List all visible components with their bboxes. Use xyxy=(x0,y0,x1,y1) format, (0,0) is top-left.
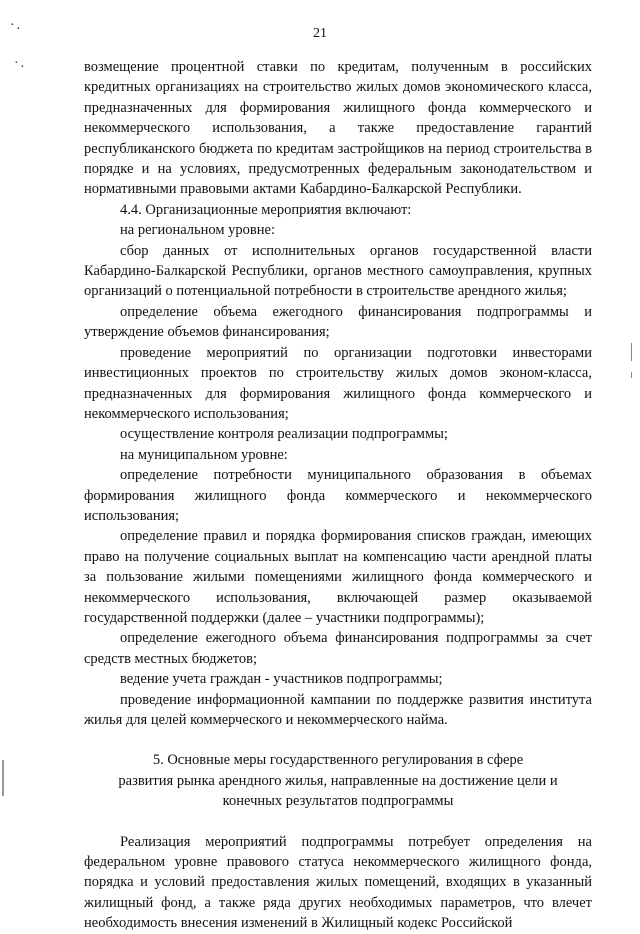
paragraph: определение объема ежегодного финансирования подпрограммы и утверждение объемов финансирования; xyxy=(84,303,592,341)
paragraph: 4.4. Организационные мероприятия включают: xyxy=(120,201,412,218)
paragraph: Реализация мероприятий подпрограммы потребует определения на федеральном уровне правового статуса некоммерческого жилищного фонда, порядка и условий предоставления жилых помещений, входящих в указанный жилищный фонд, а также ряда других необходимых параметров, что влечет необходимость внесения изменений в Жилищный кодекс Российской xyxy=(84,833,592,932)
paragraphs-before xyxy=(84,57,592,730)
paragraph: определение потребности муниципального образования в объемах формирования жилищного фонда коммерческого и некоммерческого использования; xyxy=(84,467,592,524)
paragraph: на региональном уровне: xyxy=(120,222,275,239)
paragraph: определение ежегодного объема финансирования подпрограммы за счет средств местных бюджетов; xyxy=(84,630,592,667)
paragraph: сбор данных от исполнительных органов государственной власти Кабардино-Балкарской Республики, органов местного самоуправления, крупных организаций о потенциальной потребности в строительстве арендного жилья; xyxy=(84,242,592,300)
paragraph: проведение информационной кампании по поддержке развития института жилья для целей коммерческого и некоммерческого найма. xyxy=(84,691,592,728)
page-number: 21 xyxy=(313,26,327,41)
section-heading-line: 5. Основные меры государственного регулирования в сфере xyxy=(152,752,524,769)
paragraph: определение правил и порядка формирования списков граждан, имеющих право на получение социальных выплат на компенсацию части арендной платы за пользование жилыми помещениями жилищного фонда коммерческого и некоммерческого использования, включающей размер оказываемой государственной поддержки (далее – участники подпрограммы); xyxy=(84,528,592,626)
paragraph: проведение мероприятий по организации подготовки инвесторами инвестиционных проектов по строительству жилых домов эконом-класса, предназначенных для формирования жилищного фонда коммерческого и некоммерческого использования; xyxy=(84,344,592,422)
section-heading-line: конечных результатов подпрограммы xyxy=(222,793,454,810)
paragraph: на муниципальном уровне: xyxy=(120,446,288,463)
document-body xyxy=(84,57,592,934)
section-heading xyxy=(84,750,592,811)
scan-artifact xyxy=(631,372,632,378)
scan-artifact: ·. xyxy=(10,18,23,33)
paragraph: ведение учета граждан - участников подпрограммы; xyxy=(120,671,443,688)
scan-artifact xyxy=(2,760,4,796)
section-heading-line: развития рынка арендного жилья, направленные на достижение цели и xyxy=(118,772,558,789)
scan-artifact: ·. xyxy=(14,56,27,71)
scan-artifact xyxy=(631,343,632,361)
paragraph: возмещение процентной ставки по кредитам, полученным в российских кредитных организациях на строительство жилых домов экономического класса, предназначенных для формирования жилищного фонда коммерческого и некоммерческого использования, а также предоставление гарантий республиканского бюджета по кредитам застройщиков на период строительства в порядке и на условиях, предусмотренных федеральным законодательством и нормативными правовыми актами Кабардино-Балкарской Республики. xyxy=(84,59,592,198)
paragraphs-after xyxy=(84,832,592,934)
paragraph: осуществление контроля реализации подпрограммы; xyxy=(120,426,448,443)
